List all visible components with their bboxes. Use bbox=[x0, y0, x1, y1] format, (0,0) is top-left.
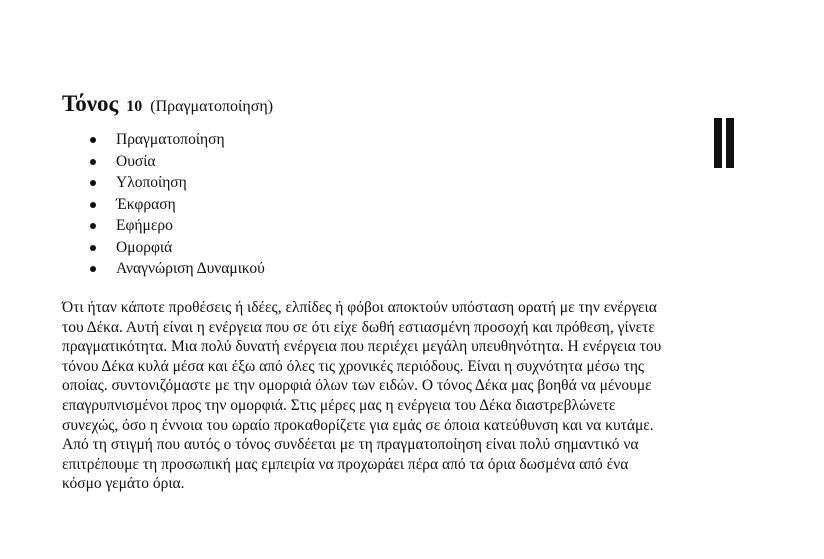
page-title bbox=[62, 84, 273, 116]
list-item-text: Ουσία bbox=[116, 152, 156, 170]
paragraph-line: επιτρέπουμε τη προσωπική μας εμπειρία να προχωράει πέρα από τα όρια δωσμένα από ένα bbox=[62, 455, 629, 473]
bullet-icon bbox=[90, 266, 96, 272]
list-item-text: Υλοποίηση bbox=[116, 174, 187, 191]
list-item bbox=[62, 129, 265, 151]
list-item bbox=[62, 172, 265, 194]
paragraph-line: οποίας. συντονιζόμαστε με την ομορφιά όλων των ειδών. Ο τόνος Δέκα μας βοηθά να μένουμε bbox=[62, 377, 652, 395]
body-paragraph bbox=[62, 298, 752, 494]
double-bar-left bbox=[714, 118, 722, 168]
list-item-text: Εφήμερο bbox=[116, 217, 173, 234]
bullet-icon bbox=[90, 180, 96, 186]
list-item bbox=[62, 151, 265, 173]
list-item bbox=[62, 237, 265, 259]
bullet-icon bbox=[90, 245, 96, 251]
title-word: Τόνος bbox=[62, 91, 119, 116]
bullet-icon bbox=[90, 202, 96, 208]
title-subtitle: (Πραγματοποίηση) bbox=[150, 98, 274, 115]
paragraph-line: Από τη στιγμή που αυτός ο τόνος συνδέεται με τη πραγματοποίηση είναι πολύ σημαντικό να bbox=[62, 436, 639, 454]
paragraph-line: συνεχώς, όσο η έννοια του ωραίο προκαθορίζετε για εμάς σε όποια κατεύθυνση και να κυτάμε. bbox=[62, 416, 654, 434]
double-bar-icon bbox=[714, 118, 735, 168]
list-item bbox=[62, 258, 265, 280]
list-item bbox=[62, 215, 265, 237]
paragraph-line: επαγρυπνισμένοι προς την ομορφιά. Στις μέρες μας η ενέργεια του Δέκα διαστρεβλώνετε bbox=[62, 396, 616, 414]
paragraph-line: κόσμο γεμάτο όρια. bbox=[62, 475, 185, 493]
paragraph-line: Ότι ήταν κάποτε προθέσεις ή ιδέες, ελπίδες ή φόβοι αποκτούν υπόσταση ορατή με την ενέργεια bbox=[62, 299, 657, 316]
title-number: 10 bbox=[126, 98, 143, 115]
list-item bbox=[62, 194, 265, 216]
paragraph-line: πραγματικότητα. Μια πολύ δυνατή ενέργεια που περιέχει μεγάλη υπευθηνότητα. Η ενέργεια του bbox=[62, 338, 662, 356]
list-item-text: Ομορφιά bbox=[116, 238, 173, 256]
double-bar-right bbox=[726, 118, 734, 168]
list-item-text: Αναγνώριση Δυναμικού bbox=[116, 260, 265, 277]
bullet-icon bbox=[90, 159, 96, 165]
bullet-icon bbox=[90, 223, 96, 229]
keyword-list bbox=[62, 129, 265, 280]
paragraph-line: τόνου Δέκα κυλά μέσα και έξω από όλες τις χρονικές περιόδους. Είναι η συχνότητα μέσω της bbox=[62, 357, 645, 375]
paragraph-line: του Δέκα. Αυτή είναι η ενέργεια που σε ότι είχε δωθή εστιασμένη προσοχή και πρόθεση, γίνετε bbox=[62, 318, 655, 336]
bullet-icon bbox=[90, 137, 96, 143]
list-item-text: Πραγματοποίηση bbox=[116, 131, 225, 148]
list-item-text: Έκφραση bbox=[116, 195, 176, 213]
